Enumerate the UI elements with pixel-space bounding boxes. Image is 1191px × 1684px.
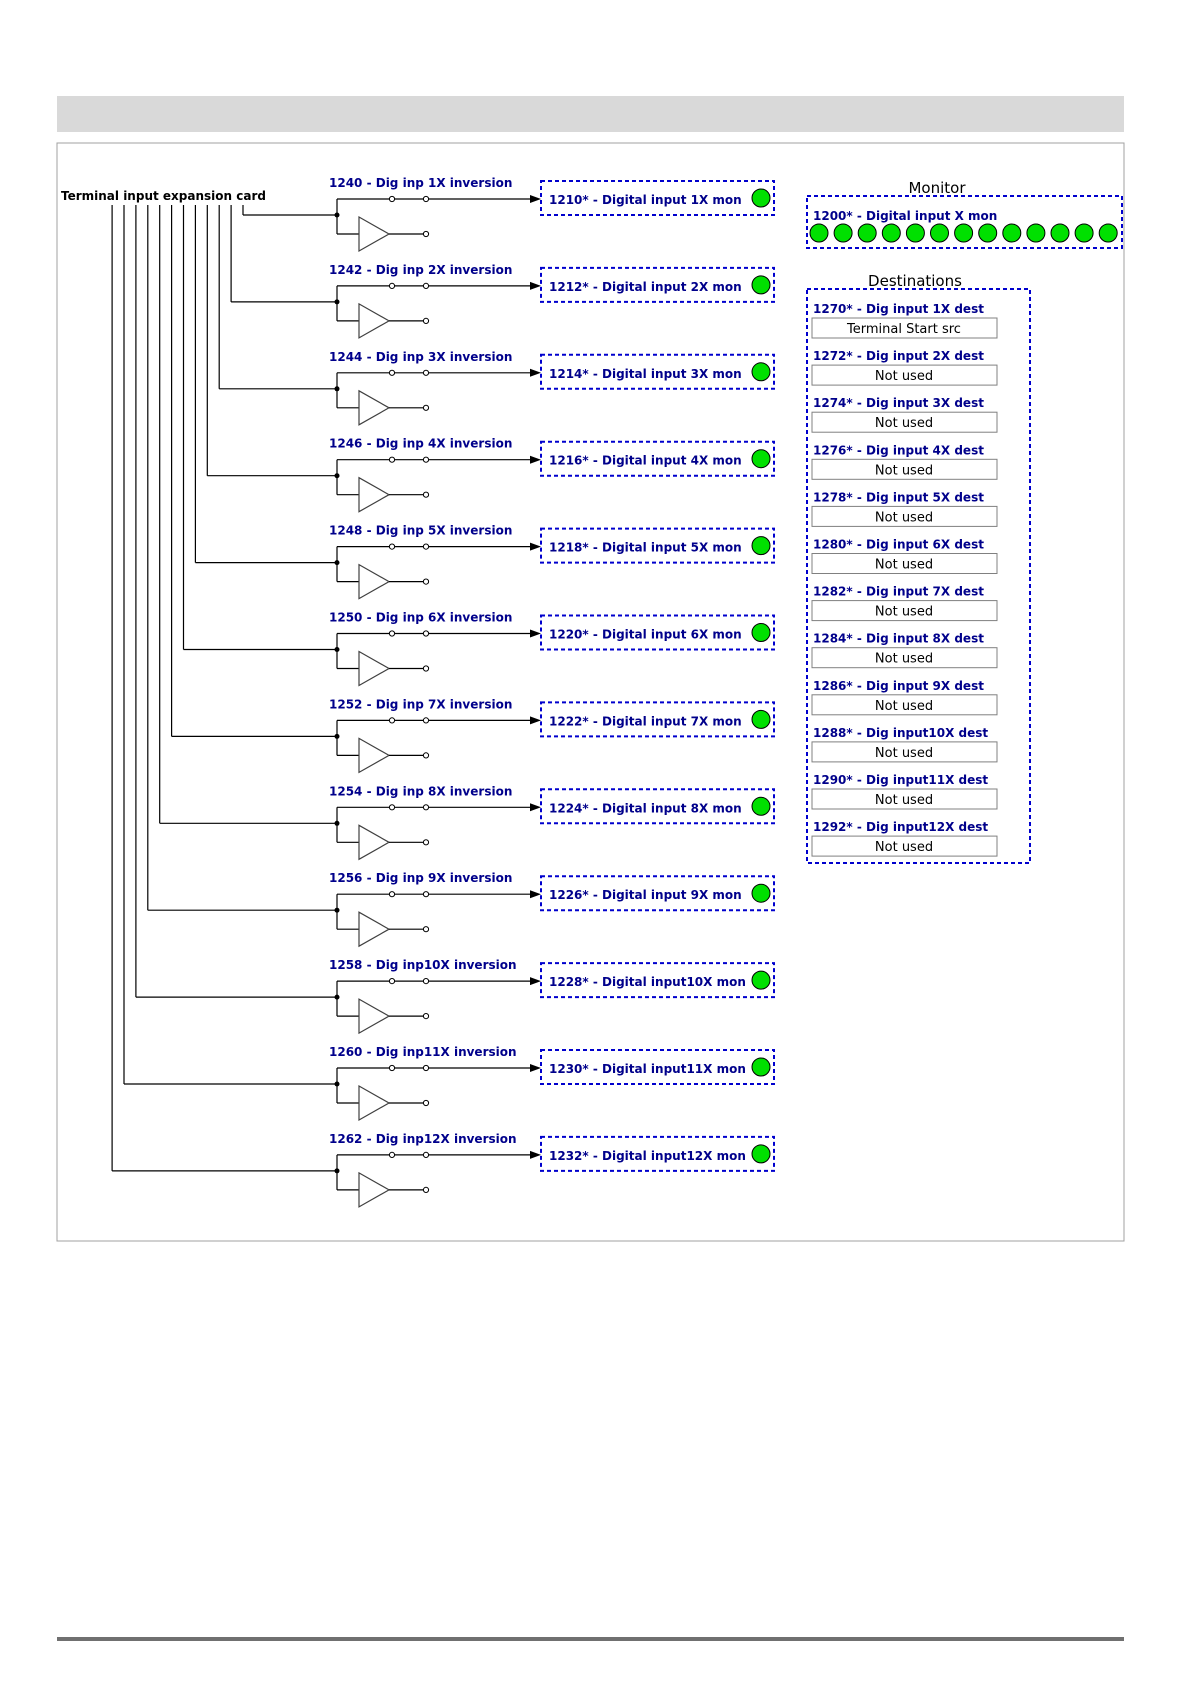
status-led (752, 884, 770, 902)
monitor-label: 1200* - Digital input X mon (813, 209, 998, 223)
destination-label: 1284* - Dig input 8X dest (813, 631, 984, 646)
switch-contact (389, 283, 394, 288)
switch-contact (423, 1152, 428, 1157)
inverter-contact (423, 1014, 428, 1019)
destination-value: Not used (874, 557, 934, 573)
monitor-param-label: 1214* - Digital input 3X mon (549, 366, 742, 381)
destination-value: Not used (874, 416, 934, 432)
inverter-contact (423, 405, 428, 410)
status-led (752, 1145, 770, 1163)
inverter-contact (423, 579, 428, 584)
status-led (752, 710, 770, 728)
destinations-title: Destinations (868, 272, 962, 290)
status-led (752, 1058, 770, 1076)
destination-value: Not used (874, 698, 934, 714)
switch-contact (389, 544, 394, 549)
status-led (752, 624, 770, 642)
inverter-contact (423, 753, 428, 758)
inverter-contact (423, 231, 428, 236)
status-led (752, 971, 770, 989)
monitor-param-label: 1210* - Digital input 1X mon (549, 193, 742, 207)
destination-label: 1290* - Dig input11X dest (813, 773, 989, 787)
monitor-led (906, 224, 924, 242)
monitor-param-label: 1212* - Digital input 2X mon (549, 279, 742, 294)
inversion-label: 1242 - Dig inp 2X inversion (329, 262, 513, 277)
destination-value: Not used (874, 604, 934, 620)
inverter-contact (423, 927, 428, 932)
status-led (752, 363, 770, 381)
inversion-label: 1252 - Dig inp 7X inversion (329, 697, 513, 712)
inverter-contact (423, 1100, 428, 1105)
switch-contact (389, 718, 394, 723)
destination-label: 1272* - Dig input 2X dest (813, 349, 984, 364)
destination-label: 1292* - Dig input12X dest (813, 820, 989, 835)
monitor-param-label: 1228* - Digital input10X mon (549, 975, 746, 990)
switch-contact (389, 457, 394, 462)
status-led (752, 797, 770, 815)
destination-label: 1282* - Dig input 7X dest (813, 584, 984, 599)
destination-value: Not used (874, 745, 934, 761)
destination-value: Not used (874, 840, 934, 856)
monitor-led (882, 224, 900, 242)
monitor-led (955, 224, 973, 242)
inversion-label: 1262 - Dig inp12X inversion (329, 1131, 517, 1146)
inversion-label: 1254 - Dig inp 8X inversion (329, 784, 513, 799)
switch-contact (423, 457, 428, 462)
switch-contact (423, 283, 428, 288)
destination-value: Terminal Start src (847, 322, 961, 337)
destination-value: Not used (874, 510, 934, 526)
monitor-param-label: 1216* - Digital input 4X mon (549, 453, 742, 468)
destination-label: 1280* - Dig input 6X dest (813, 537, 984, 552)
switch-contact (423, 631, 428, 636)
inversion-label: 1260 - Dig inp11X inversion (329, 1045, 517, 1059)
switch-contact (423, 805, 428, 810)
monitor-led (810, 224, 828, 242)
inversion-label: 1258 - Dig inp10X inversion (329, 958, 517, 973)
destination-value: Not used (874, 463, 934, 479)
destination-label: 1270* - Dig input 1X dest (813, 302, 984, 316)
switch-contact (389, 631, 394, 636)
monitor-param-label: 1226* - Digital input 9X mon (549, 888, 742, 903)
switch-contact (389, 370, 394, 375)
switch-contact (389, 979, 394, 984)
monitor-led (1075, 224, 1093, 242)
switch-contact (389, 892, 394, 897)
monitor-led (979, 224, 997, 242)
destination-label: 1274* - Dig input 3X dest (813, 396, 984, 411)
monitor-led (1027, 224, 1045, 242)
monitor-param-label: 1218* - Digital input 5X mon (549, 540, 742, 555)
switch-contact (389, 196, 394, 201)
status-led (752, 450, 770, 468)
inversion-label: 1248 - Dig inp 5X inversion (329, 523, 513, 538)
inverter-contact (423, 318, 428, 323)
switch-contact (423, 979, 428, 984)
status-led (752, 537, 770, 555)
switch-contact (389, 1152, 394, 1157)
destination-value: Not used (874, 369, 934, 385)
inverter-contact (423, 840, 428, 845)
switch-contact (389, 805, 394, 810)
inversion-label: 1246 - Dig inp 4X inversion (329, 436, 513, 451)
monitor-led (858, 224, 876, 242)
inversion-label: 1240 - Dig inp 1X inversion (329, 176, 513, 190)
monitor-param-label: 1232* - Digital input12X mon (549, 1148, 746, 1163)
inversion-label: 1256 - Dig inp 9X inversion (329, 871, 513, 886)
monitor-led (834, 224, 852, 242)
switch-contact (423, 718, 428, 723)
switch-contact (423, 544, 428, 549)
inversion-label: 1250 - Dig inp 6X inversion (329, 610, 513, 625)
destination-label: 1278* - Dig input 5X dest (813, 490, 984, 505)
destination-label: 1286* - Dig input 9X dest (813, 678, 984, 693)
monitor-led (1051, 224, 1069, 242)
source-label: Terminal input expansion card (61, 189, 266, 203)
monitor-param-label: 1222* - Digital input 7X mon (549, 714, 742, 729)
switch-contact (389, 1065, 394, 1070)
monitor-param-label: 1224* - Digital input 8X mon (549, 801, 742, 816)
status-led (752, 189, 770, 207)
monitor-led (1003, 224, 1021, 242)
monitor-title: Monitor (908, 179, 966, 197)
inverter-contact (423, 1187, 428, 1192)
status-led (752, 276, 770, 294)
destination-value: Not used (874, 651, 934, 667)
monitor-param-label: 1230* - Digital input11X mon (549, 1062, 746, 1076)
switch-contact (423, 1065, 428, 1070)
monitor-param-label: 1220* - Digital input 6X mon (549, 627, 742, 642)
monitor-led (931, 224, 949, 242)
inverter-contact (423, 666, 428, 671)
switch-contact (423, 370, 428, 375)
inversion-label: 1244 - Dig inp 3X inversion (329, 349, 513, 364)
destination-label: 1288* - Dig input10X dest (813, 725, 989, 740)
switch-contact (423, 892, 428, 897)
monitor-led (1099, 224, 1117, 242)
destination-value: Not used (874, 793, 934, 808)
switch-contact (423, 196, 428, 201)
destination-label: 1276* - Dig input 4X dest (813, 443, 984, 458)
inverter-contact (423, 492, 428, 497)
